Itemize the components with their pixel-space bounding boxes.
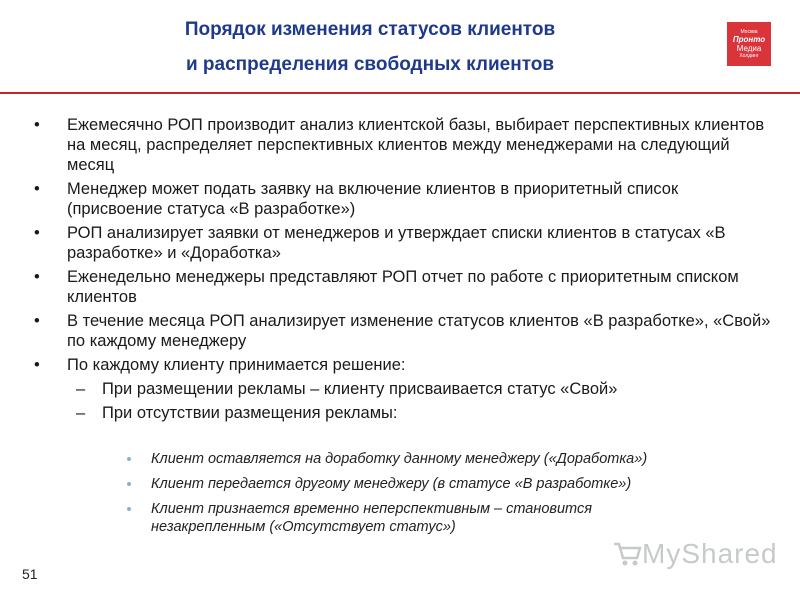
bullet-list <box>32 115 777 427</box>
watermark-text: MyShared <box>642 538 778 569</box>
list-item <box>32 115 777 175</box>
list-item <box>32 267 777 307</box>
dash-item-text: При отсутствии размещения рекламы: <box>102 404 398 422</box>
list-item-text: Еженедельно менеджеры представляют РОП отчет по работе с приоритетным списком клиентов <box>67 268 739 306</box>
company-logo <box>727 22 771 66</box>
dash-item <box>32 403 777 423</box>
sub-list-item <box>122 450 682 468</box>
bullet-icon: • <box>34 268 40 286</box>
dash-icon: – <box>76 404 86 422</box>
watermark <box>612 538 778 570</box>
header-divider <box>0 92 800 94</box>
bullet-icon: • <box>34 312 40 330</box>
list-item <box>32 311 777 351</box>
dash-item-text: При размещении рекламы – клиенту присваивается статус «Свой» <box>102 380 618 398</box>
list-item-text: Ежемесячно РОП производит анализ клиентской базы, выбирает перспективных клиентов на месяц, распределяет перспективных клиентов между менеджерами на следующий месяц <box>67 116 765 174</box>
slide-title <box>0 12 740 82</box>
bullet-icon: • <box>34 224 40 242</box>
bullet-icon: • <box>34 356 40 374</box>
bullet-icon: • <box>34 180 40 198</box>
sub-list-item-text: Клиент признается временно неперспективным – становится незакрепленным («Отсутствует статус») <box>151 501 592 535</box>
logo-line-4: Холдинг <box>739 53 759 59</box>
sub-bullet-icon <box>127 457 131 461</box>
sub-bullet-icon <box>127 482 131 486</box>
sub-bullet-list <box>122 450 682 543</box>
list-item-text: По каждому клиенту принимается решение: <box>67 356 406 374</box>
dash-icon: – <box>76 380 86 398</box>
dash-item <box>32 379 777 399</box>
sub-list-item-text: Клиент передается другому менеджеру (в статусе «В разработке») <box>151 476 632 492</box>
list-item <box>32 355 777 375</box>
list-item-text: В течение месяца РОП анализирует изменение статусов клиентов «В разработке», «Свой» по каждому менеджеру <box>67 312 771 350</box>
title-line-1: Порядок изменения статусов клиентов <box>184 19 556 40</box>
bullet-icon: • <box>34 116 40 134</box>
sub-list-item <box>122 475 682 493</box>
list-item-text: РОП анализирует заявки от менеджеров и утверждает списки клиентов в статусах «В разработке» и «Доработка» <box>67 224 726 262</box>
sub-list-item <box>122 500 682 536</box>
sub-list-item-text: Клиент оставляется на доработку данному менеджеру («Доработка») <box>151 451 648 467</box>
page-number: 51 <box>22 566 38 582</box>
list-item <box>32 179 777 219</box>
logo-line-3: Медиа <box>736 44 762 53</box>
title-line-2: и распределения свободных клиентов <box>185 54 555 75</box>
list-item-text: Менеджер может подать заявку на включение клиентов в приоритетный список (присвоение статуса «В разработке») <box>67 180 679 218</box>
logo-line-2: Пронто <box>732 35 766 44</box>
sub-bullet-icon <box>127 507 131 511</box>
logo-line-1: Москва <box>740 29 758 35</box>
cart-icon <box>612 540 642 568</box>
list-item <box>32 223 777 263</box>
